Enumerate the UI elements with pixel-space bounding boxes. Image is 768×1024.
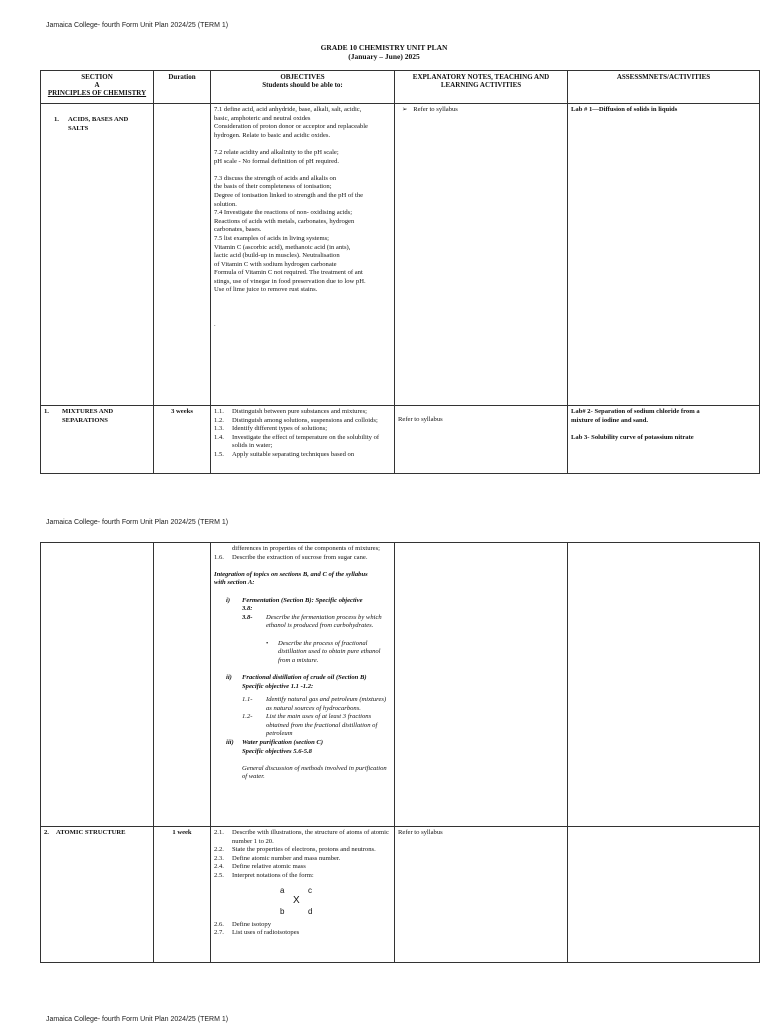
objective-item: 2.7. List uses of radioisotopes xyxy=(214,929,300,937)
objective-line: Consideration of proton donor or acceptor and replaceable xyxy=(214,123,368,131)
objective-line: pH scale - No formal definition of pH required. xyxy=(214,157,340,165)
objective-item: 2.3. Define atomic number and mass number. xyxy=(214,854,341,862)
page-header-2: Jamaica College- fourth Form Unit Plan 2024/25 (TERM 1) xyxy=(46,519,229,526)
objective-line: 7.2 relate acidity and alkalinity to the pH scale; xyxy=(214,148,339,156)
arrow-bullet-icon: ➢ xyxy=(402,106,408,113)
objectives-continued: differences in properties of the components of mixtures; 1.6. Describe the extraction of sucrose from sugar cane. Integration of topics on sections B, and C of the syllabus with section A: i) Fermentation (Section B): Specific objective 3.8: 3.8- Describe the fermentation process by which ethanol is produced from carbohydrates. • Describe the process of fractional distillation used to obtain pure ethanol from a mixture. ii) Fractional distillation of crude oil (Section B) Specific objective 1.1 -1.2: 1.1- Identify natural gas and petroleum (mixtures) as natural sources of hydrocarbons. 1.2- List the main uses of at least 3 fractions obtained from the fractional distillation of petroleum iii) Water purification (section C) Specific objectives 5.6-5.8 General discussion of methods involved in purification of water. xyxy=(211,543,395,827)
nuclide-notation: a c X b d xyxy=(280,885,313,916)
objective-item: 1.4. Investigate the effect of temperature on the solubility of solids in water; xyxy=(214,433,380,450)
objective-line: Use of lime juice to remove rust stains. xyxy=(214,286,318,294)
objective-item: 2.1. Describe with illustrations, the structure of atoms of atomic number 1 to 20. xyxy=(214,829,389,845)
table-row-mixtures-continued xyxy=(41,543,760,827)
bullet-icon: • xyxy=(266,639,269,647)
objective-line: Degree of ionisation linked to strength and the pH of the xyxy=(214,191,364,199)
objective-line xyxy=(214,140,391,149)
col-header-duration: Duration xyxy=(154,71,211,104)
page-header-1: Jamaica College- fourth Form Unit Plan 2024/25 (TERM 1) xyxy=(46,22,229,29)
objective-line: of Vitamin C with sodium hydrogen carbonate xyxy=(214,260,337,268)
objective-line: carbonates, bases. xyxy=(214,226,262,234)
objective-line: 7.4 Investigate the reactions of non- oxidising acids; xyxy=(214,209,353,217)
document-title xyxy=(0,44,768,61)
assessment-atomic xyxy=(568,827,760,963)
objective-item: 2.5. Interpret notations of the form: xyxy=(214,871,314,879)
objective-item: 1.2. Distinguish among solutions, suspensions and colloids; xyxy=(214,416,378,424)
objective-item: 1.5. Apply suitable separating techniques based on xyxy=(214,450,355,458)
col-header-notes: EXPLANATORY NOTES, TEACHING AND LEARNING ACTIVITIES xyxy=(395,71,568,104)
notes-mixtures: Refer to syllabus xyxy=(395,406,568,474)
duration-acids xyxy=(154,104,211,406)
objectives-atomic xyxy=(211,827,395,963)
objective-line: Formula of Vitamin C not required. The treatment of ant xyxy=(214,269,363,277)
col-header-section: SECTION A PRINCIPLES OF CHEMISTRY xyxy=(41,71,154,104)
objective-line: stings, use of vinegar in food preservation due to low pH. xyxy=(214,277,366,285)
section-acids: 1. ACIDS, BASES AND SALTS xyxy=(41,104,154,406)
objective-line: 7.1 define acid, acid anhydride, base, alkali, salt, acidic, xyxy=(214,106,362,113)
objective-item: 1.2- List the main uses of at least 3 fractions obtained from the fractional distillation of petroleum xyxy=(242,713,378,738)
notes-continued xyxy=(395,543,568,827)
section-atomic: 2. ATOMIC STRUCTURE xyxy=(41,827,154,963)
objective-line: hydrogen. Relate to basic and acidic oxides. xyxy=(214,131,331,139)
duration-continued xyxy=(154,543,211,827)
objective-line: basic, amphoteric and neutral oxides xyxy=(214,114,311,122)
objective-line: Vitamin C (ascorbic acid), methanoic acid (in ants), xyxy=(214,243,351,251)
col-header-assessments: ASSESSMNETS/ACTIVITIES xyxy=(568,71,760,104)
notes-atomic: Refer to syllabus xyxy=(395,827,568,963)
objective-line: lactic acid (build-up in muscles). Neutralisation xyxy=(214,252,340,260)
objectives-mixtures xyxy=(211,406,395,474)
title-line-1: GRADE 10 CHEMISTRY UNIT PLAN xyxy=(320,43,448,52)
unit-plan-table-1 xyxy=(40,70,760,474)
page-header-3: Jamaica College- fourth Form Unit Plan 2024/25 (TERM 1) xyxy=(46,1016,229,1023)
section-mixtures: 1. MIXTURES AND SEPARATIONS xyxy=(41,406,154,474)
objective-item: 1.1- Identify natural gas and petroleum (mixtures) as natural sources of hydrocarbons. xyxy=(242,696,387,712)
assessment-continued xyxy=(568,543,760,827)
objective-line: the basis of their completeness of ionisation; xyxy=(214,183,332,191)
objective-line: 7.3 discuss the strength of acids and alkalis on xyxy=(214,174,337,182)
objective-item: 1.1. Distinguish between pure substances and mixtures; xyxy=(214,408,367,415)
objective-item: 2.4. Define relative atomic mass xyxy=(214,863,306,871)
table-row-acids xyxy=(41,104,760,406)
unit-plan-table-2 xyxy=(40,542,760,963)
objective-item: 2.6. Define isotopy xyxy=(214,920,272,928)
notes-acids: ➢ Refer to syllabus xyxy=(395,104,568,406)
table-row-atomic xyxy=(41,827,760,963)
objectives-acids: 7.1 define acid, acid anhydride, base, alkali, salt, acidic, basic, amphoteric and neutral oxides Consideration of proton donor or acceptor and replaceable hydrogen. Relate to basic and acidic oxides. 7.2 relate acidity and alkalinity to the pH scale; pH scale - No formal definition of pH required. 7.3 discuss the strength of acids and alkalis on the basis of their completeness of ionisation; Degree of ionisation linked to strength and the pH of the solution. 7.4 Investigate the reactions of non- oxidising acids; Reactions of acids with metals, carbonates, hydrogen carbonates, bases. 7.5 list examples of acids in living systems; Vitamin C (ascorbic acid), methanoic acid (in ants), lactic acid (build-up in muscles). Neutralisation of Vitamin C with sodium hydrogen carbonate Formula of Vitamin C not required. The treatment of ant stings, use of vinegar in food preservation due to low pH. Use of lime juice to remove rust stains. . xyxy=(211,104,395,406)
objective-line: 7.5 list examples of acids in living systems; xyxy=(214,234,330,242)
integration-heading: Integration of topics on sections B, and C of the syllabus with section A: xyxy=(214,570,368,587)
assessment-acids: Lab # 1—Diffusion of solids in liquids xyxy=(568,104,760,406)
table-row-mixtures xyxy=(41,406,760,474)
duration-atomic: 1 week xyxy=(154,827,211,963)
table-header-row xyxy=(41,71,760,104)
section-continued xyxy=(41,543,154,827)
col-header-objectives: OBJECTIVES Students should be able to: xyxy=(211,71,395,104)
title-line-2: (January – June) 2025 xyxy=(348,51,420,61)
objective-line xyxy=(214,166,391,175)
assessment-mixtures: Lab# 2- Separation of sodium chloride from a mixture of iodine and sand. Lab 3- Solubility curve of potassium nitrate xyxy=(568,406,760,474)
objective-line: Reactions of acids with metals, carbonates, hydrogen xyxy=(214,217,355,225)
objective-line: solution. xyxy=(214,200,237,208)
objective-item: 1.3. Identify different types of solutions; xyxy=(214,425,328,433)
duration-mixtures: 3 weeks xyxy=(154,406,211,474)
objective-item: 2.2. State the properties of electrons, protons and neutrons. xyxy=(214,846,376,854)
